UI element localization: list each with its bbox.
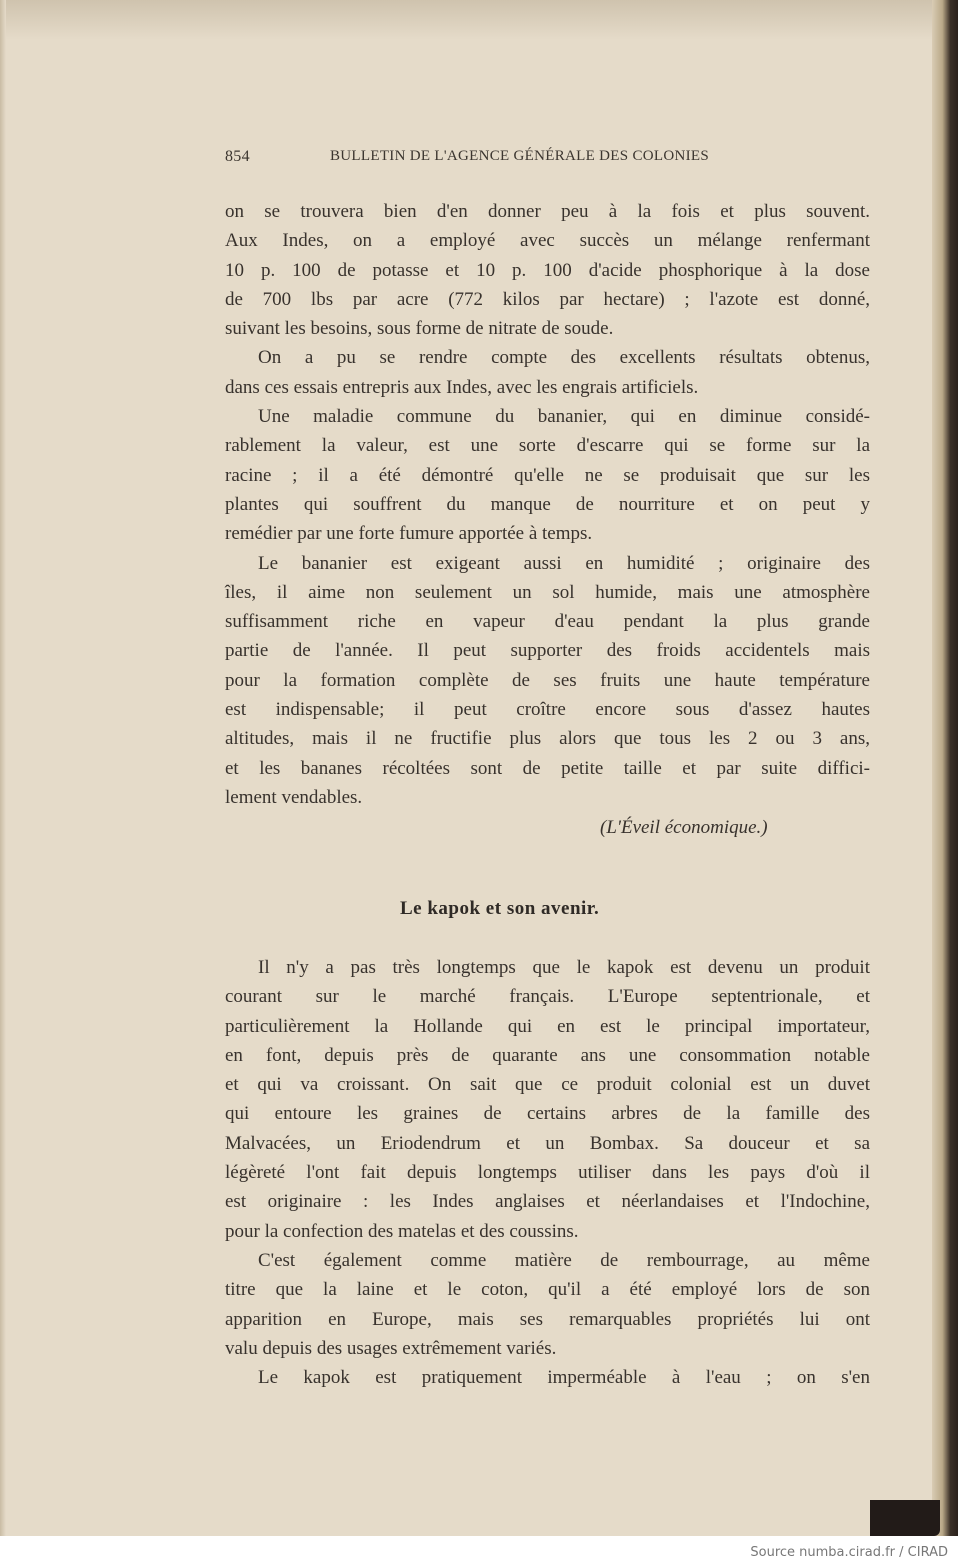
article-banana-text (225, 197, 870, 812)
text-line: valu depuis des usages extrêmement variés. (225, 1337, 557, 1359)
text-line: de 700 lbs par acre (772 kilos par hectare) ; l'azote est donné, (225, 288, 870, 310)
paragraph (225, 197, 870, 343)
text-line: dans ces essais entrepris aux Indes, avec les engrais artificiels. (225, 376, 699, 398)
paragraph (225, 343, 870, 402)
text-line: et qui va croissant. On sait que ce produit colonial est un duvet (225, 1074, 870, 1096)
text-line: lement vendables. (225, 786, 363, 808)
source-citation: (L'Éveil économique.) (600, 817, 768, 838)
text-line: Le bananier est exigeant aussi en humidité ; originaire des (258, 552, 870, 574)
running-title: BULLETIN DE L'AGENCE GÉNÉRALE DES COLONIES (330, 148, 710, 164)
paragraph (225, 1246, 870, 1363)
text-line: altitudes, mais il ne fructifie plus alors que tous les 2 ou 3 ans, (225, 728, 870, 750)
text-line: rablement la valeur, est une sorte d'escarre qui se forme sur la (225, 435, 870, 457)
text-line: est indispensable; il peut croître encore sous d'assez hautes (225, 699, 870, 721)
source-credit: Source numba.cirad.fr / CIRAD (750, 1545, 948, 1560)
text-line: pour la confection des matelas et des coussins. (225, 1220, 579, 1242)
article-heading: Le kapok et son avenir. (400, 898, 600, 919)
text-line: remédier par une forte fumure apportée à temps. (225, 523, 593, 545)
text-line: Une maladie commune du bananier, qui en diminue considé- (258, 406, 870, 428)
text-line: 10 p. 100 de potasse et 10 p. 100 d'acide phosphorique à la dose (225, 259, 870, 281)
text-line: plantes qui souffrent du manque de nourriture et on peut y (225, 493, 870, 515)
text-line: est originaire : les Indes anglaises et néerlandaises et l'Indochine, (225, 1191, 870, 1213)
paragraph (225, 953, 870, 1246)
paragraph (225, 549, 870, 813)
text-line: On a pu se rendre compte des excellents résultats obtenus, (258, 347, 870, 369)
text-line: Malvacées, un Eriodendrum et un Bombax. Sa douceur et sa (225, 1132, 870, 1154)
paragraph (225, 402, 870, 548)
text-line: Aux Indes, on a employé avec succès un mélange renfermant (225, 230, 870, 252)
text-line: légèreté l'ont fait depuis longtemps utiliser dans les pays d'où il (225, 1162, 870, 1184)
text-line: partie de l'année. Il peut supporter des froids accidentels mais (225, 640, 870, 662)
book-edge (932, 0, 958, 1536)
text-line: on se trouvera bien d'en donner peu à la fois et plus souvent. (225, 201, 870, 222)
text-line: C'est également comme matière de rembourrage, au même (258, 1249, 870, 1271)
text-line: suffisamment riche en vapeur d'eau pendant la plus grande (225, 611, 870, 633)
text-line: pour la formation complète de ses fruits une haute température (225, 669, 870, 691)
page-number: 854 (225, 148, 250, 165)
text-line: titre que la laine et le coton, qu'il a été employé lors de son (225, 1279, 870, 1301)
text-line: Le kapok est pratiquement imperméable à l'eau ; on s'en (258, 1367, 870, 1389)
paragraph (225, 1363, 870, 1392)
page-left-edge (0, 0, 6, 1536)
text-line: courant sur le marché français. L'Europe septentrionale, et (225, 986, 870, 1008)
text-line: Il n'y a pas très longtemps que le kapok est devenu un produit (258, 957, 870, 978)
text-line: particulièrement la Hollande qui en est le principal importateur, (225, 1015, 870, 1037)
page-top-shadow (0, 0, 958, 40)
article-kapok-text (225, 953, 870, 1392)
book-corner (870, 1500, 940, 1536)
text-line: et les bananes récoltées sont de petite taille et par suite diffici- (225, 757, 870, 779)
text-line: en font, depuis près de quarante ans une consommation notable (225, 1044, 870, 1066)
text-line: qui entoure les graines de certains arbres de la famille des (225, 1103, 870, 1125)
text-line: îles, il aime non seulement un sol humide, mais une atmosphère (225, 581, 870, 603)
text-line: suivant les besoins, sous forme de nitrate de soude. (225, 318, 614, 340)
text-line: apparition en Europe, mais ses remarquables propriétés lui ont (225, 1308, 870, 1330)
text-line: racine ; il a été démontré qu'elle ne se produisait que sur les (225, 464, 870, 486)
